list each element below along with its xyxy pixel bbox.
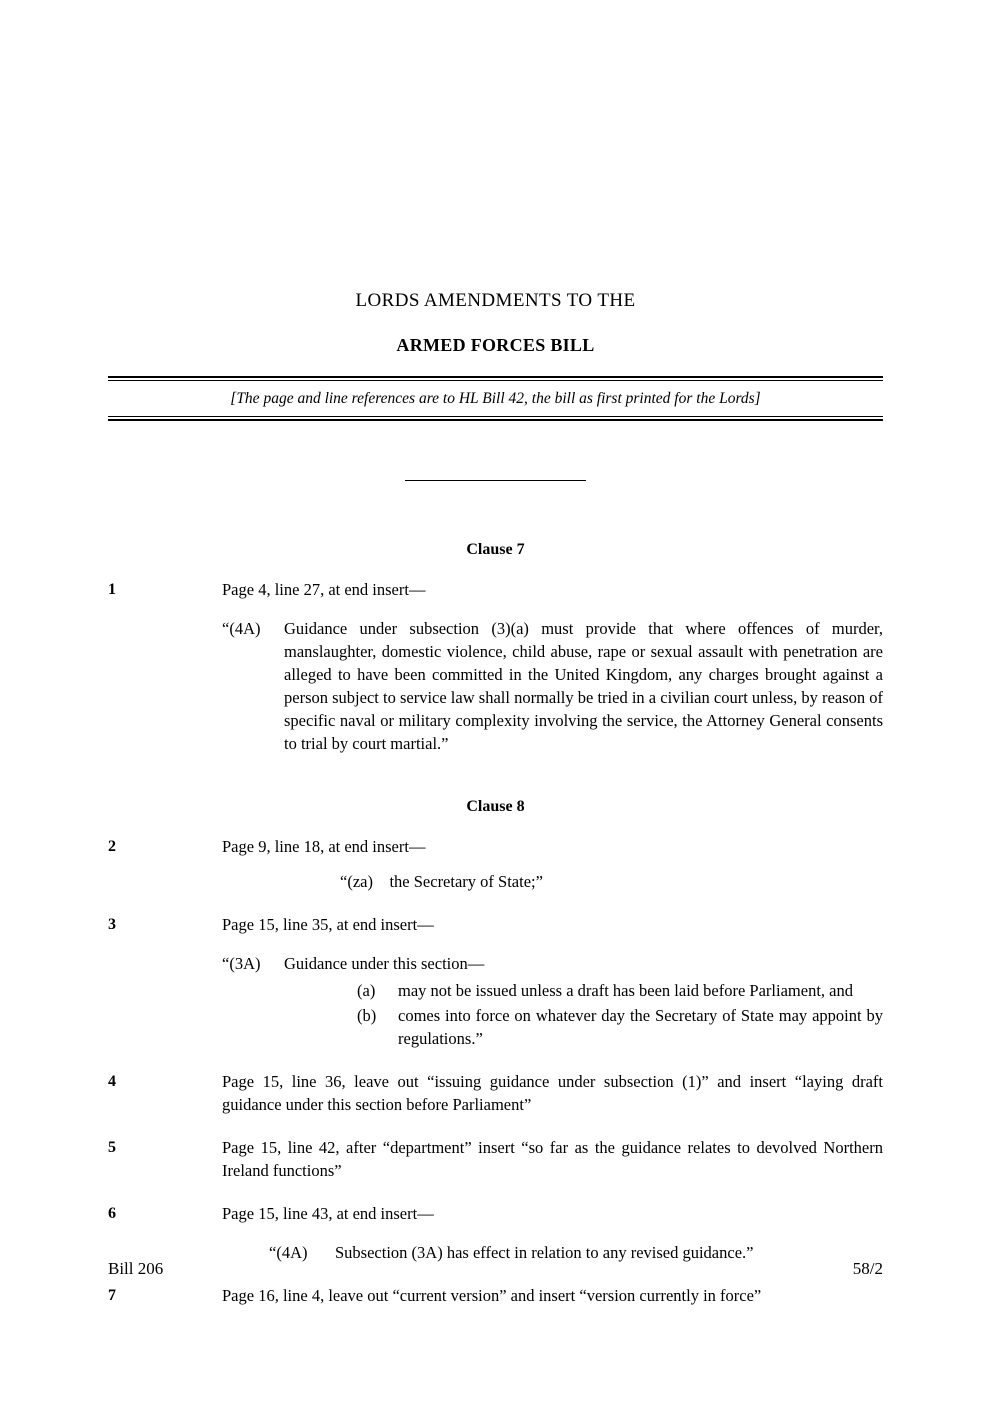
- sub-item-a: [357, 979, 883, 1002]
- sub-item-text: may not be issued unless a draft has been laid before Parliament, and: [398, 981, 853, 1000]
- amendment-2: [108, 835, 883, 893]
- clause-heading-8: Clause 8: [466, 798, 525, 815]
- amendment-number: 1: [108, 581, 116, 598]
- rule-below-note: [108, 416, 883, 421]
- amendment-3: [108, 913, 883, 1050]
- amendment-number: 6: [108, 1205, 116, 1222]
- amendment-5: [108, 1136, 883, 1182]
- quote-label: “(3A): [222, 954, 261, 973]
- amendment-1: [108, 578, 883, 755]
- sub-item-label: (a): [357, 981, 376, 1000]
- amendment-lead-text: Page 15, line 43, at end insert—: [222, 1204, 434, 1223]
- sub-item-label: (b): [357, 1006, 377, 1025]
- title-block: [108, 288, 883, 358]
- amendment-lead-text: Page 9, line 18, at end insert—: [222, 837, 426, 856]
- quote-row: [222, 952, 883, 975]
- quote-label: “(4A): [222, 619, 261, 638]
- sub-item-text: comes into force on whatever day the Secretary of State may appoint by regulations.”: [398, 1006, 883, 1048]
- document-title-bill: ARMED FORCES BILL: [396, 335, 595, 355]
- quote-sub-list: [357, 979, 883, 1050]
- amendment-quote-block: [222, 952, 883, 1050]
- reference-note-band: [108, 376, 883, 421]
- quote-text: Guidance under this section—: [284, 954, 485, 973]
- amendment-number: 3: [108, 916, 116, 933]
- amendment-lead-text: Page 15, line 35, at end insert—: [222, 915, 434, 934]
- footer-bill-number: Bill 206: [108, 1259, 164, 1278]
- amendment-lead-text: Page 15, line 36, leave out “issuing guidance under subsection (1)” and insert “laying draft guidance under this section before Parliament”: [222, 1072, 883, 1114]
- amendment-lead-text: Page 4, line 27, at end insert—: [222, 580, 426, 599]
- document-title-main: LORDS AMENDMENTS TO THE: [355, 290, 636, 311]
- amendment-quote-block: [222, 617, 883, 755]
- amendment-number: 4: [108, 1073, 116, 1090]
- amendment-lead-text: Page 16, line 4, leave out “current version” and insert “version currently in force”: [222, 1286, 762, 1305]
- reference-note: [The page and line references are to HL Bill 42, the bill as first printed for the Lords]: [230, 390, 761, 407]
- footer-page-reference: 58/2: [852, 1259, 883, 1278]
- amendment-number: 7: [108, 1287, 116, 1304]
- clause-heading-7: Clause 7: [466, 541, 525, 558]
- amendment-6: [108, 1202, 883, 1264]
- quote-text: Subsection (3A) has effect in relation to any revised guidance.”: [335, 1243, 754, 1262]
- amendment-inline-quote: “(za) the Secretary of State;”: [340, 872, 543, 891]
- section-divider-rule: [405, 480, 586, 481]
- quote-label: “(4A): [269, 1243, 308, 1262]
- amendment-4: [108, 1070, 883, 1116]
- amendment-number: 2: [108, 838, 116, 855]
- quote-text: Guidance under subsection (3)(a) must provide that where offences of murder, manslaughter, domestic violence, child abuse, rape or sexual assault with penetration are alleged to have been committed in the United Kingdom, any charges brought against a person subject to service law shall normally be tried in a civilian court unless, by reason of specific naval or military complexity involving the service, the Attorney General consents to trial by court martial.”: [284, 619, 883, 753]
- amendment-lead-text: Page 15, line 42, after “department” insert “so far as the guidance relates to devolved Northern Ireland functions”: [222, 1138, 883, 1180]
- amendments-content: [108, 540, 883, 1327]
- amendment-7: [108, 1284, 883, 1307]
- sub-item-b: [357, 1004, 883, 1050]
- amendment-number: 5: [108, 1139, 116, 1156]
- page-footer: [108, 1258, 883, 1280]
- quote-row: [222, 617, 883, 755]
